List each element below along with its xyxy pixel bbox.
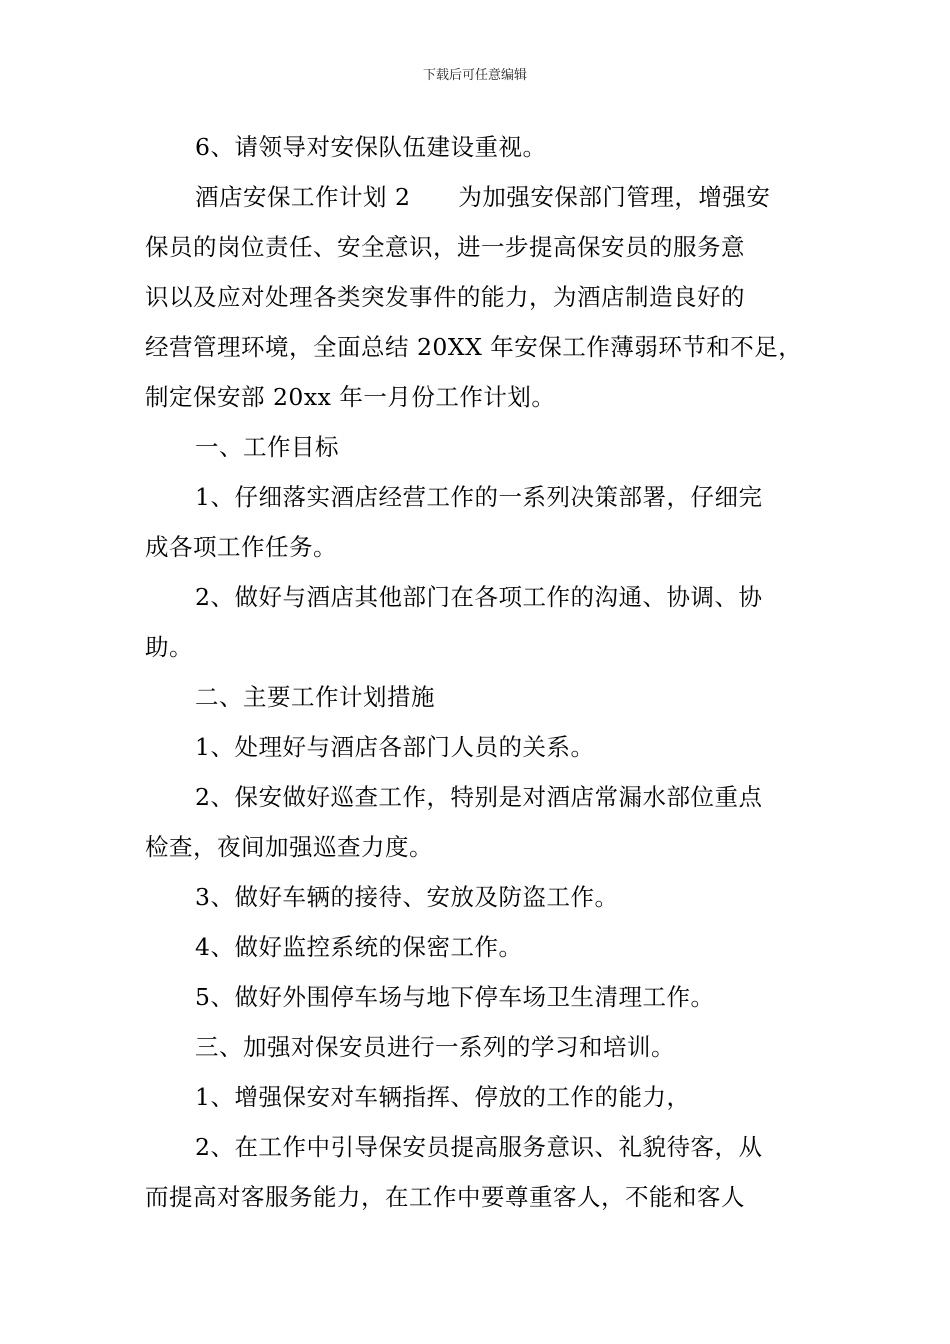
text-line: 保员的岗位责任、安全意识，进一步提高保安员的服务意 (145, 233, 745, 261)
text-line: 1、处理好与酒店各部门人员的关系。 (195, 733, 595, 761)
text-line: 成各项工作任务。 (145, 533, 337, 561)
text-line: 2、在工作中引导保安员提高服务意识、礼貌待客，从 (195, 1133, 763, 1161)
text-line: 识以及应对处理各类突发事件的能力，为酒店制造良好的 (145, 283, 745, 311)
text-line: 三、加强对保安员进行一系列的学习和培训。 (195, 1033, 675, 1061)
text-line: 1、仔细落实酒店经营工作的一系列决策部署，仔细完 (195, 483, 763, 511)
text-line: 经营管理环境，全面总结 20XX 年安保工作薄弱环节和不足， (145, 333, 803, 361)
text-line: 二、主要工作计划措施 (195, 683, 435, 711)
text-line: 检查，夜间加强巡查力度。 (145, 833, 433, 861)
document-body (145, 122, 810, 1222)
text-line: 1、增强保安对车辆指挥、停放的工作的能力， (195, 1083, 691, 1111)
text-line: 酒店安保工作计划 2 为加强安保部门管理，增强安 (195, 183, 771, 211)
text-line: 5、做好外围停车场与地下停车场卫生清理工作。 (195, 983, 715, 1011)
text-line: 制定保安部 20xx 年一月份工作计划。 (145, 383, 556, 411)
text-line: 一、工作目标 (195, 433, 339, 461)
text-line: 4、做好监控系统的保密工作。 (195, 933, 523, 961)
text-line: 3、做好车辆的接待、安放及防盗工作。 (195, 883, 619, 911)
text-line: 2、保安做好巡查工作，特别是对酒店常漏水部位重点 (195, 783, 763, 811)
text-line: 而提高对客服务能力，在工作中要尊重客人，不能和客人 (145, 1183, 745, 1211)
text-line: 助。 (145, 633, 193, 661)
page-header: 下载后可任意编辑 (422, 68, 527, 83)
text-line: 2、做好与酒店其他部门在各项工作的沟通、协调、协 (195, 583, 763, 611)
text-line: 6、请领导对安保队伍建设重视。 (195, 133, 547, 161)
